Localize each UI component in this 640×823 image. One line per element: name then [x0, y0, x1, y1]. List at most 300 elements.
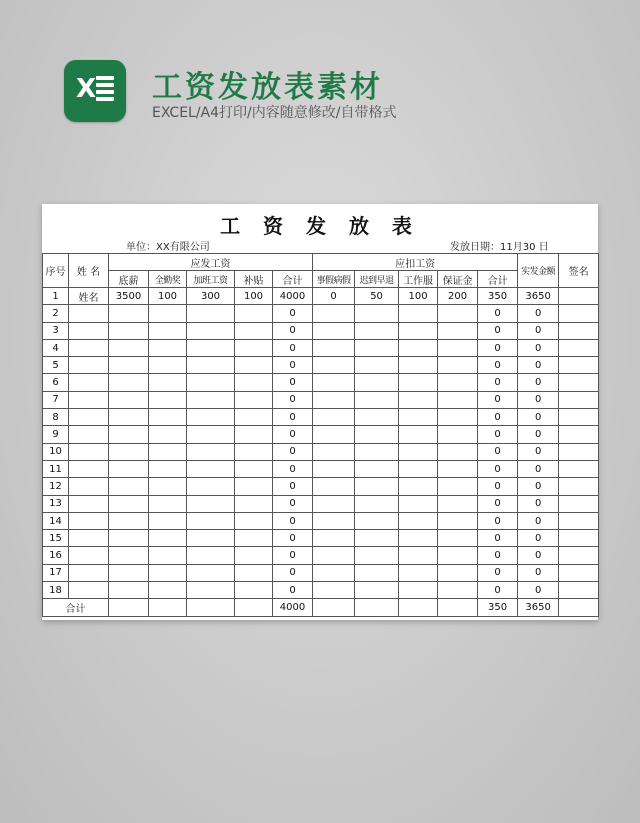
cell-name[interactable] [69, 478, 109, 495]
cell-uniform[interactable] [399, 478, 438, 495]
cell-sign[interactable] [559, 305, 599, 322]
cell-late[interactable] [355, 426, 399, 443]
cell-uniform[interactable] [399, 512, 438, 529]
cell-overtime[interactable] [187, 547, 235, 564]
cell-seq[interactable]: 1 [43, 288, 69, 305]
cell-late[interactable] [355, 495, 399, 512]
cell-sign[interactable] [559, 339, 599, 356]
cell-overtime[interactable]: 300 [187, 288, 235, 305]
table-row [43, 288, 599, 305]
cell-deposit[interactable]: 200 [438, 288, 478, 305]
cell-leave[interactable] [313, 478, 355, 495]
table-row [43, 582, 599, 599]
cell-overtime[interactable] [187, 460, 235, 477]
cell-overtime[interactable] [187, 374, 235, 391]
cell-uniform[interactable] [399, 305, 438, 322]
cell-base[interactable]: 3500 [109, 288, 149, 305]
cell-name[interactable] [69, 564, 109, 581]
cell-name[interactable] [69, 391, 109, 408]
cell-sign[interactable] [559, 322, 599, 339]
cell-late[interactable] [355, 564, 399, 581]
cell-sign[interactable] [559, 512, 599, 529]
cell-sign[interactable] [559, 426, 599, 443]
cell-seq[interactable]: 16 [43, 547, 69, 564]
cell-overtime[interactable] [187, 409, 235, 426]
cell-name[interactable] [69, 443, 109, 460]
cell-overtime[interactable] [187, 305, 235, 322]
cell-deposit[interactable] [438, 564, 478, 581]
cell-pay-total[interactable]: 0 [273, 322, 313, 339]
cell-actual[interactable]: 0 [518, 460, 559, 477]
cell-deposit[interactable] [438, 582, 478, 599]
cell-base[interactable] [109, 495, 149, 512]
cell-actual[interactable]: 0 [518, 547, 559, 564]
cell-late[interactable] [355, 339, 399, 356]
cell-name[interactable] [69, 409, 109, 426]
totals-base[interactable] [109, 599, 149, 616]
cell-overtime[interactable] [187, 322, 235, 339]
cell-late[interactable] [355, 391, 399, 408]
cell-base[interactable] [109, 443, 149, 460]
cell-name[interactable] [69, 582, 109, 599]
cell-sign[interactable] [559, 495, 599, 512]
cell-late[interactable] [355, 478, 399, 495]
cell-attend[interactable] [149, 512, 187, 529]
cell-deposit[interactable] [438, 409, 478, 426]
cell-uniform[interactable] [399, 495, 438, 512]
totals-deposit[interactable] [438, 599, 478, 616]
cell-subsidy[interactable] [235, 443, 273, 460]
cell-uniform[interactable] [399, 374, 438, 391]
cell-overtime[interactable] [187, 530, 235, 547]
cell-name[interactable] [69, 512, 109, 529]
cell-name[interactable] [69, 495, 109, 512]
cell-subsidy[interactable] [235, 512, 273, 529]
cell-overtime[interactable] [187, 443, 235, 460]
cell-seq[interactable]: 11 [43, 460, 69, 477]
cell-deduct-total[interactable]: 0 [478, 582, 518, 599]
logo-grid [96, 76, 114, 106]
cell-overtime[interactable] [187, 478, 235, 495]
header-actual: 实发金额 [518, 254, 559, 288]
totals-deduct-total: 350 [478, 599, 518, 616]
cell-seq[interactable]: 2 [43, 305, 69, 322]
cell-leave[interactable] [313, 564, 355, 581]
payroll-table [42, 253, 599, 617]
header-seq: 序号 [43, 254, 69, 288]
cell-actual[interactable]: 0 [518, 582, 559, 599]
cell-pay-total[interactable]: 0 [273, 409, 313, 426]
cell-deduct-total[interactable]: 0 [478, 547, 518, 564]
cell-sign[interactable] [559, 582, 599, 599]
cell-attend[interactable] [149, 409, 187, 426]
cell-deposit[interactable] [438, 322, 478, 339]
company-label: 单位：XX有限公司 [126, 242, 210, 253]
cell-subsidy[interactable] [235, 391, 273, 408]
header-late: 迟到早退 [355, 271, 399, 288]
cell-actual[interactable]: 0 [518, 357, 559, 374]
cell-deduct-total[interactable]: 0 [478, 305, 518, 322]
totals-subsidy[interactable] [235, 599, 273, 616]
cell-sign[interactable] [559, 409, 599, 426]
cell-name[interactable] [69, 339, 109, 356]
cell-deduct-total[interactable]: 0 [478, 409, 518, 426]
cell-deduct-total[interactable]: 0 [478, 426, 518, 443]
cell-name[interactable] [69, 357, 109, 374]
cell-late[interactable] [355, 374, 399, 391]
page-subtitle: EXCEL/A4打印/内容随意修改/自带格式 [152, 105, 397, 121]
cell-name[interactable] [69, 426, 109, 443]
header-payable-group: 应发工资 [109, 254, 313, 271]
cell-deposit[interactable] [438, 512, 478, 529]
cell-base[interactable] [109, 564, 149, 581]
cell-uniform[interactable] [399, 391, 438, 408]
cell-attend[interactable] [149, 357, 187, 374]
table-row [43, 443, 599, 460]
cell-pay-total[interactable]: 0 [273, 460, 313, 477]
cell-deduct-total[interactable]: 0 [478, 339, 518, 356]
cell-base[interactable] [109, 512, 149, 529]
cell-uniform[interactable] [399, 530, 438, 547]
cell-seq[interactable]: 7 [43, 391, 69, 408]
cell-attend[interactable] [149, 495, 187, 512]
cell-attend[interactable] [149, 564, 187, 581]
cell-overtime[interactable] [187, 426, 235, 443]
header-deduct-group: 应扣工资 [313, 254, 518, 271]
cell-subsidy[interactable] [235, 478, 273, 495]
pay-date-label: 发放日期：11月30 日 [450, 242, 549, 253]
table-row [43, 339, 599, 356]
cell-late[interactable] [355, 443, 399, 460]
totals-row [43, 599, 599, 616]
cell-pay-total[interactable]: 0 [273, 564, 313, 581]
cell-uniform[interactable]: 100 [399, 288, 438, 305]
cell-overtime[interactable] [187, 582, 235, 599]
cell-actual[interactable]: 0 [518, 339, 559, 356]
cell-pay-total[interactable]: 0 [273, 530, 313, 547]
cell-sign[interactable] [559, 460, 599, 477]
cell-base[interactable] [109, 478, 149, 495]
totals-sign[interactable] [559, 599, 599, 616]
cell-base[interactable] [109, 409, 149, 426]
logo-letter: X [76, 74, 97, 104]
cell-pay-total[interactable]: 0 [273, 339, 313, 356]
cell-deposit[interactable] [438, 374, 478, 391]
cell-actual[interactable]: 0 [518, 478, 559, 495]
cell-uniform[interactable] [399, 339, 438, 356]
cell-actual[interactable]: 0 [518, 391, 559, 408]
totals-uniform[interactable] [399, 599, 438, 616]
header-attendance: 全勤奖 [149, 271, 187, 288]
cell-pay-total[interactable]: 4000 [273, 288, 313, 305]
cell-base[interactable] [109, 547, 149, 564]
cell-subsidy[interactable] [235, 322, 273, 339]
table-row [43, 305, 599, 322]
cell-subsidy[interactable] [235, 357, 273, 374]
cell-subsidy[interactable] [235, 530, 273, 547]
totals-label: 合计 [43, 599, 109, 616]
cell-overtime[interactable] [187, 564, 235, 581]
header-leave: 事假病假 [313, 271, 355, 288]
cell-uniform[interactable] [399, 322, 438, 339]
cell-subsidy[interactable] [235, 547, 273, 564]
cell-actual[interactable]: 0 [518, 530, 559, 547]
cell-pay-total[interactable]: 0 [273, 512, 313, 529]
cell-late[interactable] [355, 357, 399, 374]
cell-uniform[interactable] [399, 357, 438, 374]
table-row [43, 426, 599, 443]
totals-pay-total: 4000 [273, 599, 313, 616]
cell-seq[interactable]: 14 [43, 512, 69, 529]
cell-actual[interactable]: 0 [518, 426, 559, 443]
cell-subsidy[interactable] [235, 564, 273, 581]
cell-attend[interactable] [149, 374, 187, 391]
cell-late[interactable] [355, 305, 399, 322]
cell-pay-total[interactable]: 0 [273, 478, 313, 495]
cell-deposit[interactable] [438, 305, 478, 322]
cell-attend[interactable] [149, 426, 187, 443]
cell-subsidy[interactable] [235, 582, 273, 599]
cell-sign[interactable] [559, 564, 599, 581]
table-row [43, 564, 599, 581]
header-deduct-total: 合计 [478, 271, 518, 288]
cell-leave[interactable] [313, 339, 355, 356]
cell-deposit[interactable] [438, 443, 478, 460]
cell-attend[interactable] [149, 460, 187, 477]
cell-subsidy[interactable] [235, 374, 273, 391]
cell-sign[interactable] [559, 478, 599, 495]
cell-seq[interactable]: 18 [43, 582, 69, 599]
cell-deduct-total[interactable]: 0 [478, 374, 518, 391]
cell-name[interactable] [69, 547, 109, 564]
spreadsheet-preview [42, 204, 598, 620]
cell-deduct-total[interactable]: 0 [478, 443, 518, 460]
cell-deduct-total[interactable]: 0 [478, 564, 518, 581]
cell-late[interactable] [355, 582, 399, 599]
cell-leave[interactable] [313, 582, 355, 599]
header-base: 底薪 [109, 271, 149, 288]
cell-attend[interactable] [149, 322, 187, 339]
cell-overtime[interactable] [187, 391, 235, 408]
cell-seq[interactable]: 6 [43, 374, 69, 391]
cell-leave[interactable] [313, 443, 355, 460]
cell-pay-total[interactable]: 0 [273, 374, 313, 391]
totals-overtime[interactable] [187, 599, 235, 616]
cell-deduct-total[interactable]: 0 [478, 495, 518, 512]
cell-attend[interactable]: 100 [149, 288, 187, 305]
cell-seq[interactable]: 3 [43, 322, 69, 339]
cell-name[interactable] [69, 460, 109, 477]
cell-sign[interactable] [559, 391, 599, 408]
cell-uniform[interactable] [399, 582, 438, 599]
cell-deduct-total[interactable]: 0 [478, 530, 518, 547]
cell-base[interactable] [109, 530, 149, 547]
cell-leave[interactable] [313, 357, 355, 374]
cell-uniform[interactable] [399, 426, 438, 443]
table-row [43, 512, 599, 529]
cell-overtime[interactable] [187, 512, 235, 529]
totals-attend[interactable] [149, 599, 187, 616]
cell-sign[interactable] [559, 443, 599, 460]
cell-uniform[interactable] [399, 443, 438, 460]
cell-leave[interactable] [313, 530, 355, 547]
cell-deduct-total[interactable]: 0 [478, 322, 518, 339]
cell-uniform[interactable] [399, 409, 438, 426]
cell-base[interactable] [109, 582, 149, 599]
cell-late[interactable] [355, 409, 399, 426]
cell-sign[interactable] [559, 374, 599, 391]
cell-subsidy[interactable] [235, 495, 273, 512]
cell-deposit[interactable] [438, 478, 478, 495]
cell-actual[interactable]: 0 [518, 409, 559, 426]
cell-actual[interactable]: 0 [518, 512, 559, 529]
cell-pay-total[interactable]: 0 [273, 426, 313, 443]
table-row [43, 478, 599, 495]
cell-attend[interactable] [149, 530, 187, 547]
header-uniform: 工作服 [399, 271, 438, 288]
header-row-2 [43, 271, 599, 288]
totals-late[interactable] [355, 599, 399, 616]
cell-attend[interactable] [149, 547, 187, 564]
cell-leave[interactable] [313, 374, 355, 391]
cell-attend[interactable] [149, 339, 187, 356]
cell-late[interactable] [355, 460, 399, 477]
cell-base[interactable] [109, 305, 149, 322]
cell-base[interactable] [109, 339, 149, 356]
cell-name[interactable] [69, 374, 109, 391]
cell-uniform[interactable] [399, 547, 438, 564]
cell-pay-total[interactable]: 0 [273, 357, 313, 374]
cell-seq[interactable]: 13 [43, 495, 69, 512]
cell-seq[interactable]: 9 [43, 426, 69, 443]
cell-name[interactable] [69, 322, 109, 339]
cell-subsidy[interactable] [235, 409, 273, 426]
cell-leave[interactable] [313, 495, 355, 512]
header-pay-total: 合计 [273, 271, 313, 288]
cell-subsidy[interactable] [235, 305, 273, 322]
cell-leave[interactable] [313, 391, 355, 408]
table-row [43, 530, 599, 547]
totals-leave[interactable] [313, 599, 355, 616]
cell-overtime[interactable] [187, 495, 235, 512]
cell-deduct-total[interactable]: 0 [478, 391, 518, 408]
cell-deduct-total[interactable]: 0 [478, 478, 518, 495]
cell-sign[interactable] [559, 547, 599, 564]
cell-attend[interactable] [149, 391, 187, 408]
cell-pay-total[interactable]: 0 [273, 391, 313, 408]
cell-deduct-total[interactable]: 0 [478, 460, 518, 477]
cell-seq[interactable]: 4 [43, 339, 69, 356]
cell-pay-total[interactable]: 0 [273, 305, 313, 322]
cell-leave[interactable] [313, 547, 355, 564]
table-row [43, 391, 599, 408]
cell-actual[interactable]: 3650 [518, 288, 559, 305]
cell-base[interactable] [109, 391, 149, 408]
cell-seq[interactable]: 12 [43, 478, 69, 495]
cell-base[interactable] [109, 426, 149, 443]
cell-pay-total[interactable]: 0 [273, 443, 313, 460]
cell-deposit[interactable] [438, 391, 478, 408]
cell-actual[interactable]: 0 [518, 305, 559, 322]
cell-deduct-total[interactable]: 0 [478, 512, 518, 529]
cell-late[interactable] [355, 512, 399, 529]
cell-base[interactable] [109, 322, 149, 339]
cell-pay-total[interactable]: 0 [273, 582, 313, 599]
cell-leave[interactable] [313, 512, 355, 529]
sheet-title: 工 资 发 放 表 [220, 214, 420, 238]
cell-base[interactable] [109, 374, 149, 391]
cell-attend[interactable] [149, 443, 187, 460]
cell-late[interactable] [355, 530, 399, 547]
cell-leave[interactable]: 0 [313, 288, 355, 305]
cell-sign[interactable] [559, 357, 599, 374]
cell-late[interactable]: 50 [355, 288, 399, 305]
cell-deposit[interactable] [438, 460, 478, 477]
cell-seq[interactable]: 17 [43, 564, 69, 581]
cell-seq[interactable]: 15 [43, 530, 69, 547]
header-deposit: 保证金 [438, 271, 478, 288]
cell-leave[interactable] [313, 305, 355, 322]
cell-name[interactable] [69, 530, 109, 547]
cell-leave[interactable] [313, 426, 355, 443]
cell-late[interactable] [355, 547, 399, 564]
cell-late[interactable] [355, 322, 399, 339]
cell-actual[interactable]: 0 [518, 374, 559, 391]
cell-seq[interactable]: 5 [43, 357, 69, 374]
cell-sign[interactable] [559, 530, 599, 547]
cell-leave[interactable] [313, 460, 355, 477]
cell-subsidy[interactable] [235, 460, 273, 477]
cell-deposit[interactable] [438, 357, 478, 374]
cell-name[interactable] [69, 305, 109, 322]
cell-deposit[interactable] [438, 547, 478, 564]
cell-overtime[interactable] [187, 339, 235, 356]
cell-deduct-total[interactable]: 350 [478, 288, 518, 305]
cell-uniform[interactable] [399, 460, 438, 477]
cell-base[interactable] [109, 357, 149, 374]
cell-subsidy[interactable] [235, 426, 273, 443]
cell-pay-total[interactable]: 0 [273, 495, 313, 512]
cell-actual[interactable]: 0 [518, 322, 559, 339]
cell-base[interactable] [109, 460, 149, 477]
page-header [64, 60, 624, 124]
cell-deposit[interactable] [438, 530, 478, 547]
cell-subsidy[interactable] [235, 339, 273, 356]
cell-deposit[interactable] [438, 339, 478, 356]
cell-attend[interactable] [149, 478, 187, 495]
header-subsidy: 补贴 [235, 271, 273, 288]
cell-seq[interactable]: 10 [43, 443, 69, 460]
cell-subsidy[interactable]: 100 [235, 288, 273, 305]
cell-deposit[interactable] [438, 495, 478, 512]
cell-actual[interactable]: 0 [518, 564, 559, 581]
cell-deduct-total[interactable]: 0 [478, 357, 518, 374]
cell-deposit[interactable] [438, 426, 478, 443]
cell-uniform[interactable] [399, 564, 438, 581]
cell-sign[interactable] [559, 288, 599, 305]
cell-actual[interactable]: 0 [518, 495, 559, 512]
cell-pay-total[interactable]: 0 [273, 547, 313, 564]
cell-leave[interactable] [313, 322, 355, 339]
cell-attend[interactable] [149, 582, 187, 599]
cell-leave[interactable] [313, 409, 355, 426]
cell-name[interactable]: 姓名 [69, 288, 109, 305]
cell-attend[interactable] [149, 305, 187, 322]
cell-actual[interactable]: 0 [518, 443, 559, 460]
cell-overtime[interactable] [187, 357, 235, 374]
table-row [43, 547, 599, 564]
cell-seq[interactable]: 8 [43, 409, 69, 426]
